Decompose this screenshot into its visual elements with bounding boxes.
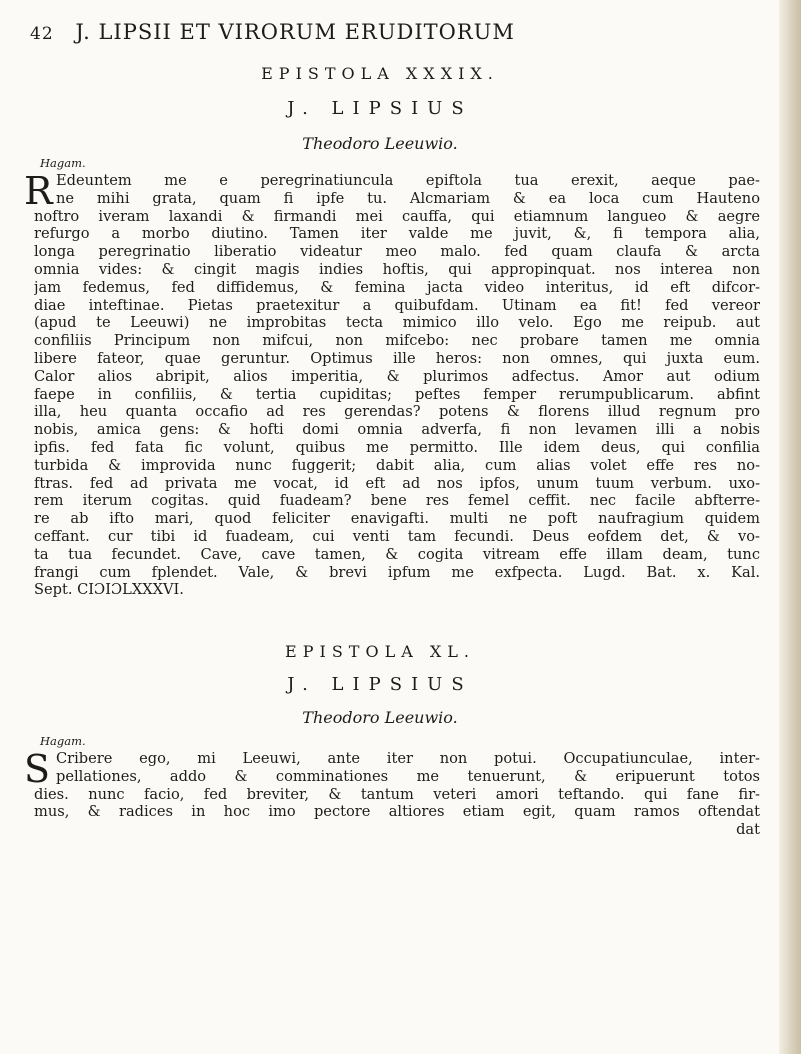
- letter-1-dropcap: R: [24, 169, 53, 213]
- text-line: rem iterum cogitas. quid fuadeam? bene res femel ceffit. nec facile abfterre-: [34, 492, 760, 510]
- text-line: faepe in confiliis, & tertia cupiditas; peftes femper rerumpublicarum. abfint: [34, 385, 760, 403]
- text-line: ftras. fed ad privata me vocat, id eft ad nos ipfos, unum tuum verbum. uxo-: [34, 474, 760, 492]
- text-line: turbida & improvida nunc fuggerit; dabit alia, cum alias volet effe res no-: [34, 456, 760, 474]
- text-line: longa peregrinatio liberatio videatur meo malo. fed quam claufa & arcta: [34, 243, 760, 261]
- text-line: omnia vides: & cingit magis indies hoftis, qui appropinquat. nos interea non: [34, 260, 760, 278]
- text-line: pellationes, addo & comminationes me tenuerunt, & eripuerunt totos: [56, 767, 760, 785]
- text-line: ceffant. cur tibi id fuadeam, cui venti tam fecundi. Deus eofdem det, & vo-: [34, 527, 760, 545]
- page-edge-shadow: [779, 0, 801, 1054]
- letter-1-recipient: Theodoro Leeuwio.: [302, 134, 458, 153]
- page-number: 42: [30, 24, 54, 44]
- letter-1-author: J. LIPSIUS: [287, 98, 473, 119]
- letter-2-recipient: Theodoro Leeuwio.: [302, 708, 458, 727]
- text-line: nobis, amica gens: & hofti domi omnia adverfa, fi non levamen illi a nobis: [34, 421, 760, 439]
- text-line: illa, heu quanta occafio ad res gerendas? potens & florens illud regnum pro: [34, 403, 760, 421]
- text-line: diae inteftinae. Pietas praetexitur a quibufdam. Utinam ea fit! fed vereor: [34, 296, 760, 314]
- text-line: Sept. CIƆIƆLXXXVI.: [34, 581, 184, 599]
- text-line: libere fateor, quae geruntur. Optimus ille heros: non omnes, qui juxta eum.: [34, 349, 760, 367]
- letter-1-title: EPISTOLA XXXIX.: [261, 64, 499, 83]
- running-header: [30, 20, 730, 50]
- running-title: J. LIPSII ET VIRORUM ERUDITORUM: [75, 20, 515, 44]
- text-line: Cribere ego, mi Leeuwi, ante iter non potui. Occupatiunculae, inter-: [56, 750, 760, 767]
- letter-2-author: J. LIPSIUS: [287, 674, 473, 695]
- letter-1-body: [24, 169, 760, 599]
- letter-2-body: [24, 747, 760, 839]
- text-line: refurgo a morbo diutino. Tamen iter valde me juvit, &, fi tempora alia,: [34, 225, 760, 243]
- text-line: confiliis Principum non mifcui, non mifcebo: nec probare tamen me omnia: [34, 332, 760, 350]
- text-line: Edeuntem me e peregrinatiuncula epiftola tua erexit, aeque pae-: [56, 172, 760, 189]
- text-line: (apud te Leeuwi) ne improbitas tecta mimico illo velo. Ego me reipub. aut: [34, 314, 760, 332]
- catchword: dat: [736, 821, 760, 839]
- text-line: noftro iveram laxandi & firmandi mei cauffa, qui etiamnum langueo & aegre: [34, 207, 760, 225]
- text-line: jam fedemus, fed diffidemus, & femina jacta video interitus, id eft difcor-: [34, 278, 760, 296]
- text-line: dies. nunc facio, fed breviter, & tantum veteri amori teftando. qui fane fir-: [34, 785, 760, 803]
- text-line: ipfis. fed fata fic volunt, quibus me permitto. Ille idem deus, qui confilia: [34, 438, 760, 456]
- letter-2-dropcap: S: [24, 747, 51, 791]
- text-line: Calor alios abripit, alios imperitia, & plurimos adfectus. Amor aut odium: [34, 367, 760, 385]
- text-line: ta tua fecundet. Cave, cave tamen, & cogita vitream effe illam deam, tunc: [34, 545, 760, 563]
- letter-2-title: EPISTOLA XL.: [285, 642, 475, 661]
- text-line: frangi cum fplendet. Vale, & brevi ipfum me exfpecta. Lugd. Bat. x. Kal.: [34, 563, 760, 581]
- letter-2-place: Hagam.: [40, 734, 86, 748]
- letter-1-place: Hagam.: [40, 156, 86, 170]
- text-line: ne mihi grata, quam fi ipfe tu. Alcmariam & ea loca cum Hauteno: [56, 189, 760, 207]
- text-line: re ab ifto mari, quod feliciter enavigafti. multi ne poft naufragium quidem: [34, 510, 760, 528]
- text-line: mus, & radices in hoc imo pectore altiores etiam egit, quam ramos oftendat: [34, 803, 760, 821]
